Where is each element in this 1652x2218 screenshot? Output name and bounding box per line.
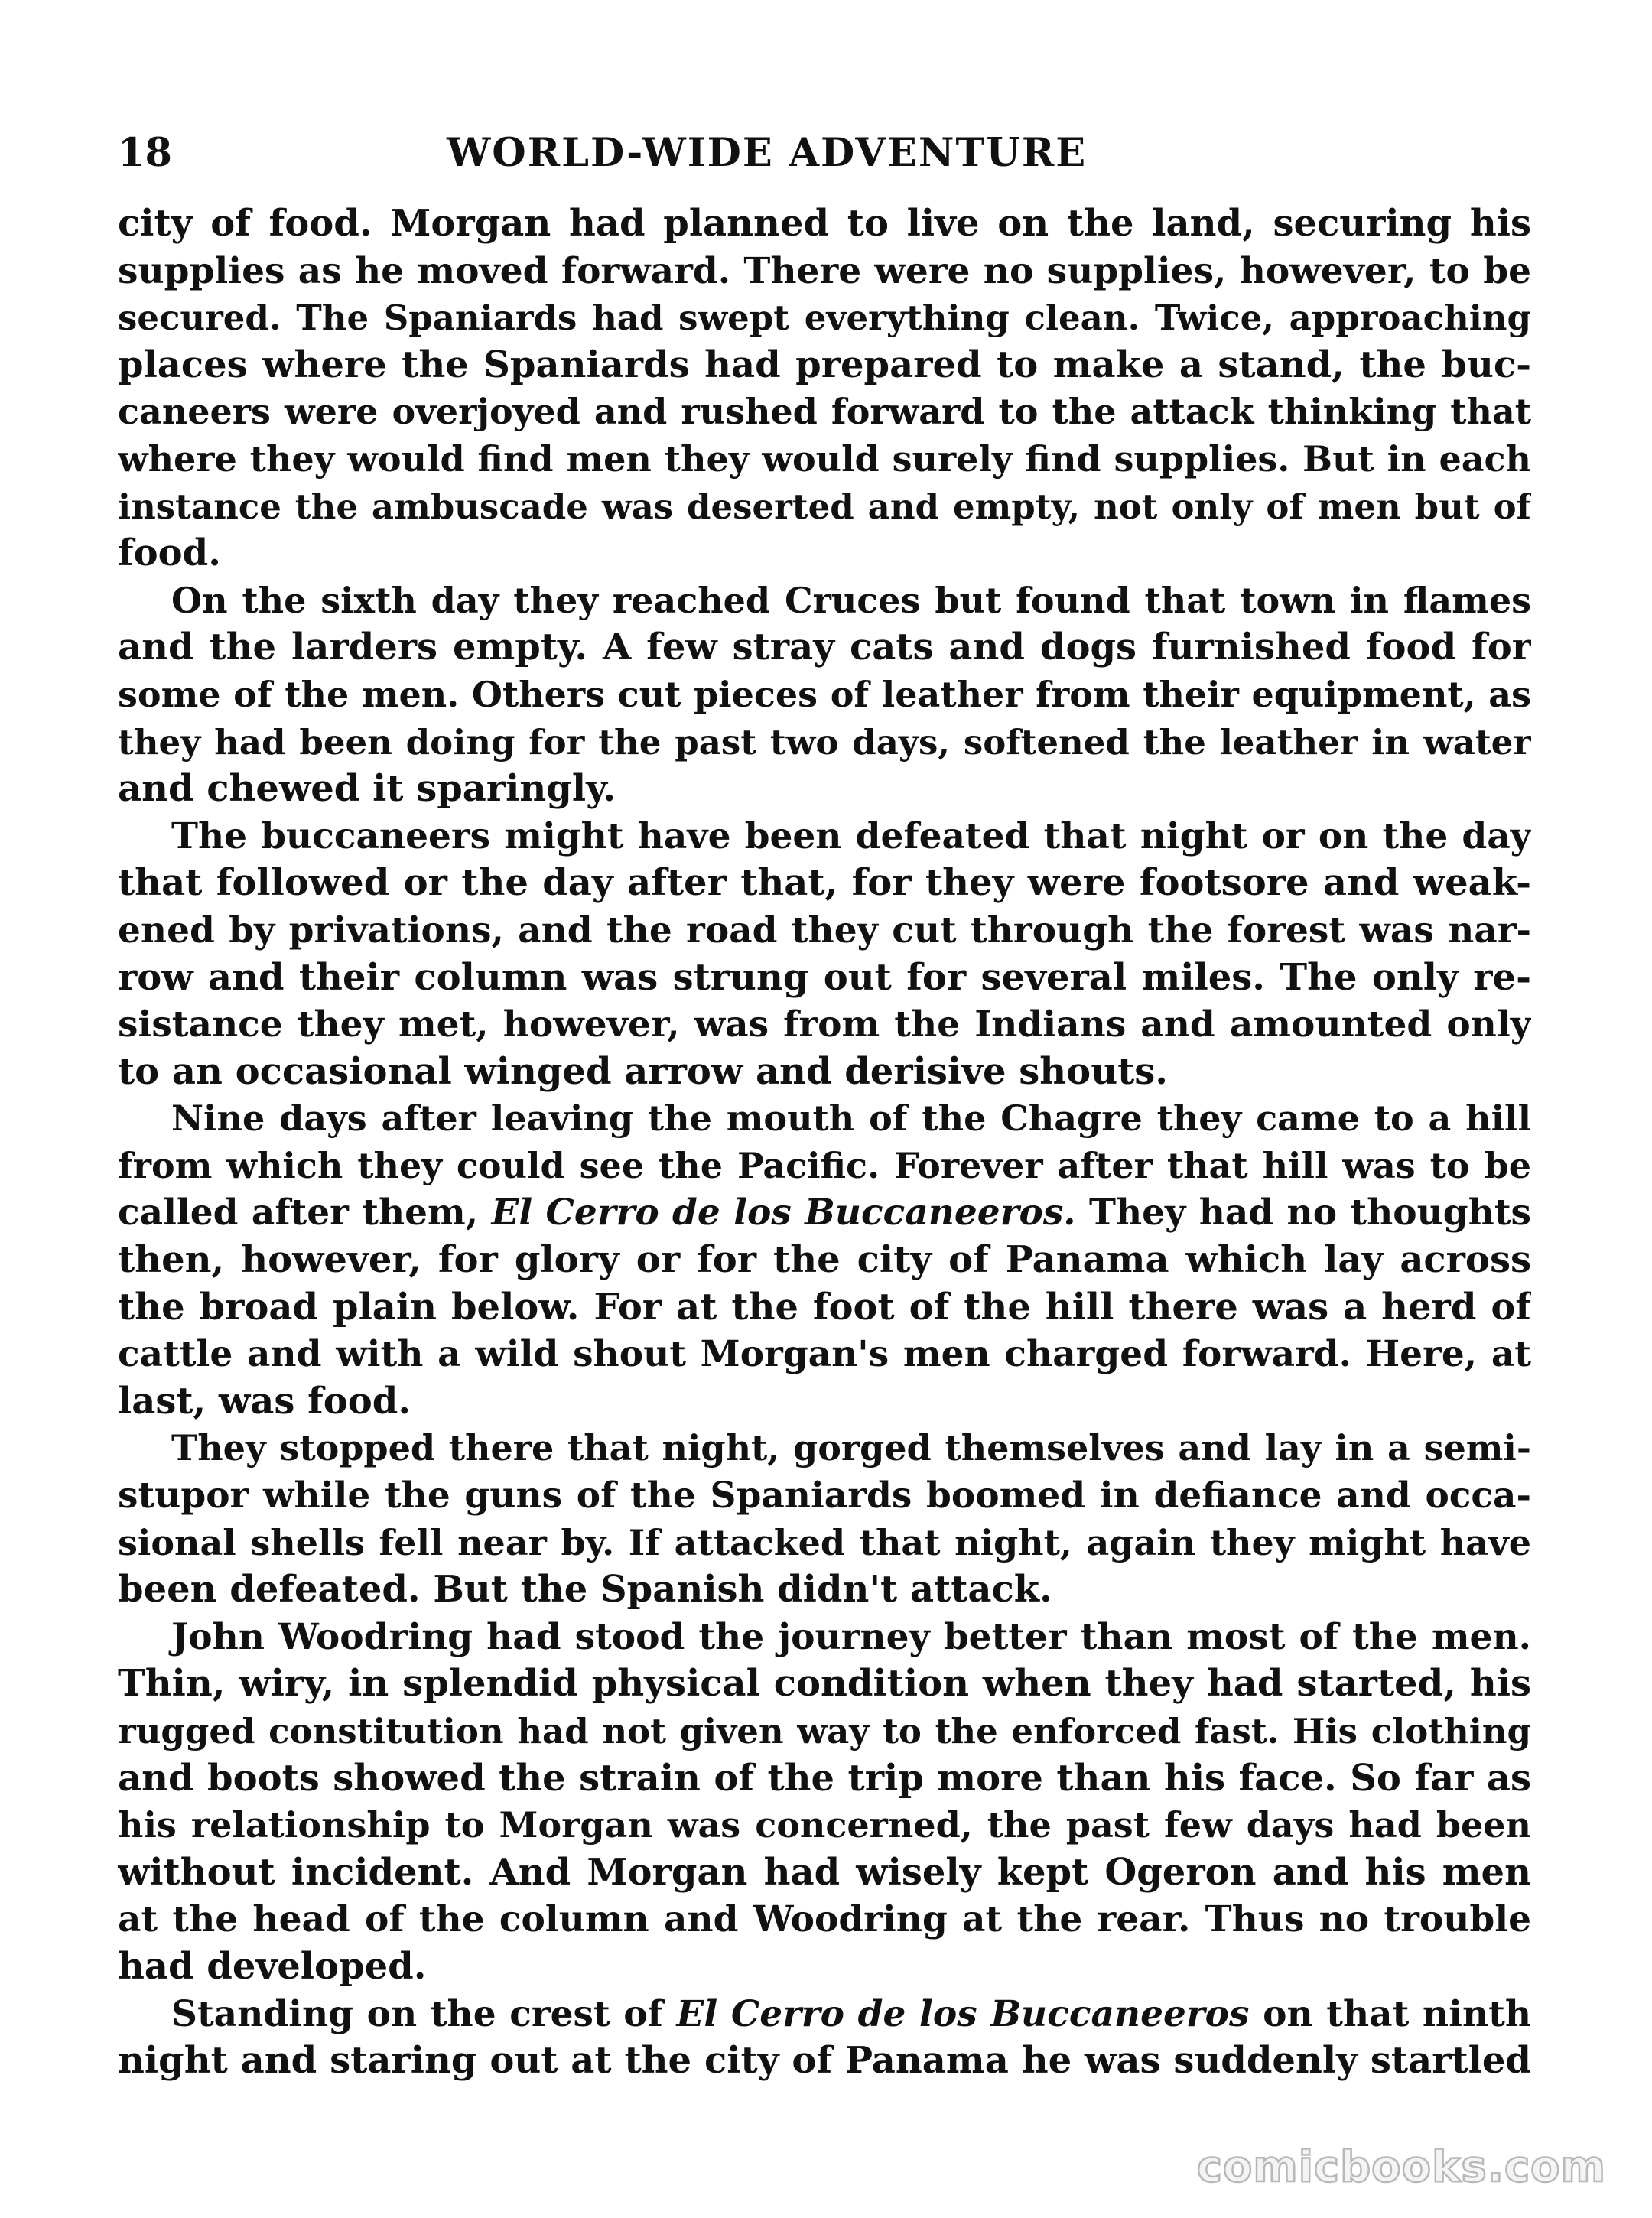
text-line bbox=[118, 1425, 1531, 1472]
text-line bbox=[118, 436, 1531, 483]
text-line bbox=[118, 1755, 1531, 1803]
text-segment: the broad plain below. For at the foot of the hill there was a herd of bbox=[118, 1285, 1531, 1329]
text-segment: at the head of the column and Woodring at the rear. Thus no trouble bbox=[118, 1898, 1531, 1941]
text-line bbox=[118, 200, 1531, 248]
page-header bbox=[118, 126, 1530, 180]
text-segment: and chewed it sparingly. bbox=[118, 767, 616, 811]
text-segment: instance the ambuscade was deserted and empty, not only of men but of bbox=[118, 486, 1531, 527]
text-segment: called after them, bbox=[118, 1192, 492, 1234]
text-segment: been defeated. But the Spanish didn't attack. bbox=[118, 1568, 1052, 1611]
text-line bbox=[118, 1896, 1531, 1943]
text-line bbox=[118, 624, 1531, 672]
text-segment: Standing on the crest of bbox=[171, 1992, 677, 2035]
text-segment: last, was food. bbox=[118, 1379, 411, 1423]
text-segment: had developed. bbox=[118, 1944, 427, 1988]
text-line bbox=[118, 1943, 1531, 1991]
text-segment: rugged constitution had not given way to the enforced fast. His clothing bbox=[118, 1711, 1531, 1751]
text-segment: that followed or the day after that, for they were footsore and weak- bbox=[118, 861, 1531, 905]
text-segment: places where the Spaniards had prepared to make a stand, the buc- bbox=[118, 343, 1531, 386]
text-segment: row and their column was strung out for several miles. The only re- bbox=[118, 955, 1531, 999]
text-line bbox=[118, 2038, 1531, 2085]
text-line bbox=[118, 389, 1531, 436]
text-line bbox=[118, 1660, 1531, 1708]
text-line bbox=[118, 294, 1531, 342]
text-segment: without incident. And Morgan had wisely kept Ogeron and his men bbox=[118, 1850, 1531, 1894]
text-line bbox=[118, 342, 1531, 389]
text-line bbox=[118, 1001, 1531, 1049]
text-segment: some of the men. Others cut pieces of leather from their equipment, as bbox=[118, 673, 1531, 715]
text-segment: from which they could see the Pacific. Forever after that hill was to be bbox=[118, 1144, 1531, 1186]
text-line bbox=[118, 577, 1531, 625]
text-segment: and boots showed the strain of the trip more than his face. So far as bbox=[118, 1756, 1531, 1800]
text-segment: then, however, for glory or for the city of Panama which lay across bbox=[118, 1238, 1531, 1282]
text-line bbox=[118, 1614, 1531, 1661]
text-segment: supplies as he moved forward. There were no supplies, however, to be bbox=[118, 249, 1531, 292]
text-segment: On the sixth day they reached Cruces but found that town in flames bbox=[171, 579, 1531, 621]
text-line bbox=[118, 1189, 1531, 1237]
text-segment: to an occasional winged arrow and derisive shouts. bbox=[118, 1049, 1168, 1093]
italic-text: El Cerro de los Buccaneeros. bbox=[491, 1192, 1076, 1234]
text-line bbox=[118, 1237, 1531, 1284]
text-segment: cattle and with a wild shout Morgan's men charged forward. Here, at bbox=[118, 1333, 1531, 1376]
text-line bbox=[118, 1802, 1531, 1849]
text-line bbox=[118, 530, 1531, 577]
text-line bbox=[118, 860, 1531, 907]
text-line bbox=[118, 1472, 1531, 1520]
text-segment: caneers were overjoyed and rushed forward to the attack thinking that bbox=[118, 391, 1531, 433]
text-line bbox=[118, 1143, 1531, 1190]
text-segment: food. bbox=[118, 532, 221, 575]
text-line bbox=[118, 1708, 1531, 1755]
text-line bbox=[118, 1378, 1531, 1426]
text-segment: his relationship to Morgan was concerned, the past few days had been bbox=[118, 1804, 1531, 1846]
text-segment: Nine days after leaving the mouth of the Chagre they came to a hill bbox=[171, 1098, 1531, 1140]
text-segment: The buccaneers might have been defeated that night or on the day bbox=[171, 815, 1531, 857]
body-text bbox=[118, 200, 1531, 2085]
text-line bbox=[118, 1284, 1531, 1332]
text-line bbox=[118, 672, 1531, 719]
italic-text: El Cerro de los Buccaneeros bbox=[676, 1992, 1250, 2035]
text-line bbox=[118, 248, 1531, 295]
text-line bbox=[118, 719, 1531, 766]
text-line bbox=[118, 1331, 1531, 1378]
text-segment: John Woodring had stood the journey better than most of the men. bbox=[171, 1615, 1531, 1658]
text-segment: Thin, wiry, in splendid physical condition when they had started, his bbox=[118, 1662, 1531, 1706]
text-segment: and the larders empty. A few stray cats and dogs furnished food for bbox=[118, 626, 1531, 669]
text-segment: on that ninth bbox=[1249, 1992, 1531, 2035]
text-segment: sistance they met, however, was from the Indians and amounted only bbox=[118, 1003, 1531, 1046]
text-line bbox=[118, 766, 1531, 813]
text-segment: night and staring out at the city of Panama he was suddenly startled bbox=[118, 2039, 1531, 2083]
text-line bbox=[118, 1049, 1531, 1096]
text-segment: They stopped there that night, gorged themselves and lay in a semi- bbox=[171, 1427, 1531, 1469]
text-line bbox=[118, 1849, 1531, 1897]
text-line bbox=[118, 813, 1531, 860]
text-line bbox=[118, 1095, 1531, 1143]
text-segment: where they would find men they would surely find supplies. But in each bbox=[118, 437, 1531, 480]
text-line bbox=[118, 1566, 1531, 1614]
text-line bbox=[118, 483, 1531, 531]
text-segment: sional shells fell near by. If attacked that night, again they might have bbox=[118, 1521, 1531, 1563]
text-segment: secured. The Spaniards had swept everything clean. Twice, approaching bbox=[118, 298, 1531, 339]
text-segment: ened by privations, and the road they cut through the forest was nar- bbox=[118, 909, 1531, 951]
text-segment: They had no thoughts bbox=[1075, 1192, 1531, 1234]
text-line bbox=[118, 955, 1531, 1002]
watermark: comicbooks.com bbox=[1196, 2142, 1606, 2192]
page-number: 18 bbox=[118, 130, 172, 176]
text-segment: city of food. Morgan had planned to live on the land, securing his bbox=[118, 202, 1531, 245]
text-segment: they had been doing for the past two days, softened the leather in water bbox=[118, 721, 1531, 763]
text-line bbox=[118, 907, 1531, 955]
running-head: WORLD-WIDE ADVENTURE bbox=[447, 130, 1088, 176]
text-line bbox=[118, 1991, 1531, 2038]
text-line bbox=[118, 1520, 1531, 1567]
text-segment: stupor while the guns of the Spaniards boomed in defiance and occa- bbox=[118, 1475, 1531, 1517]
